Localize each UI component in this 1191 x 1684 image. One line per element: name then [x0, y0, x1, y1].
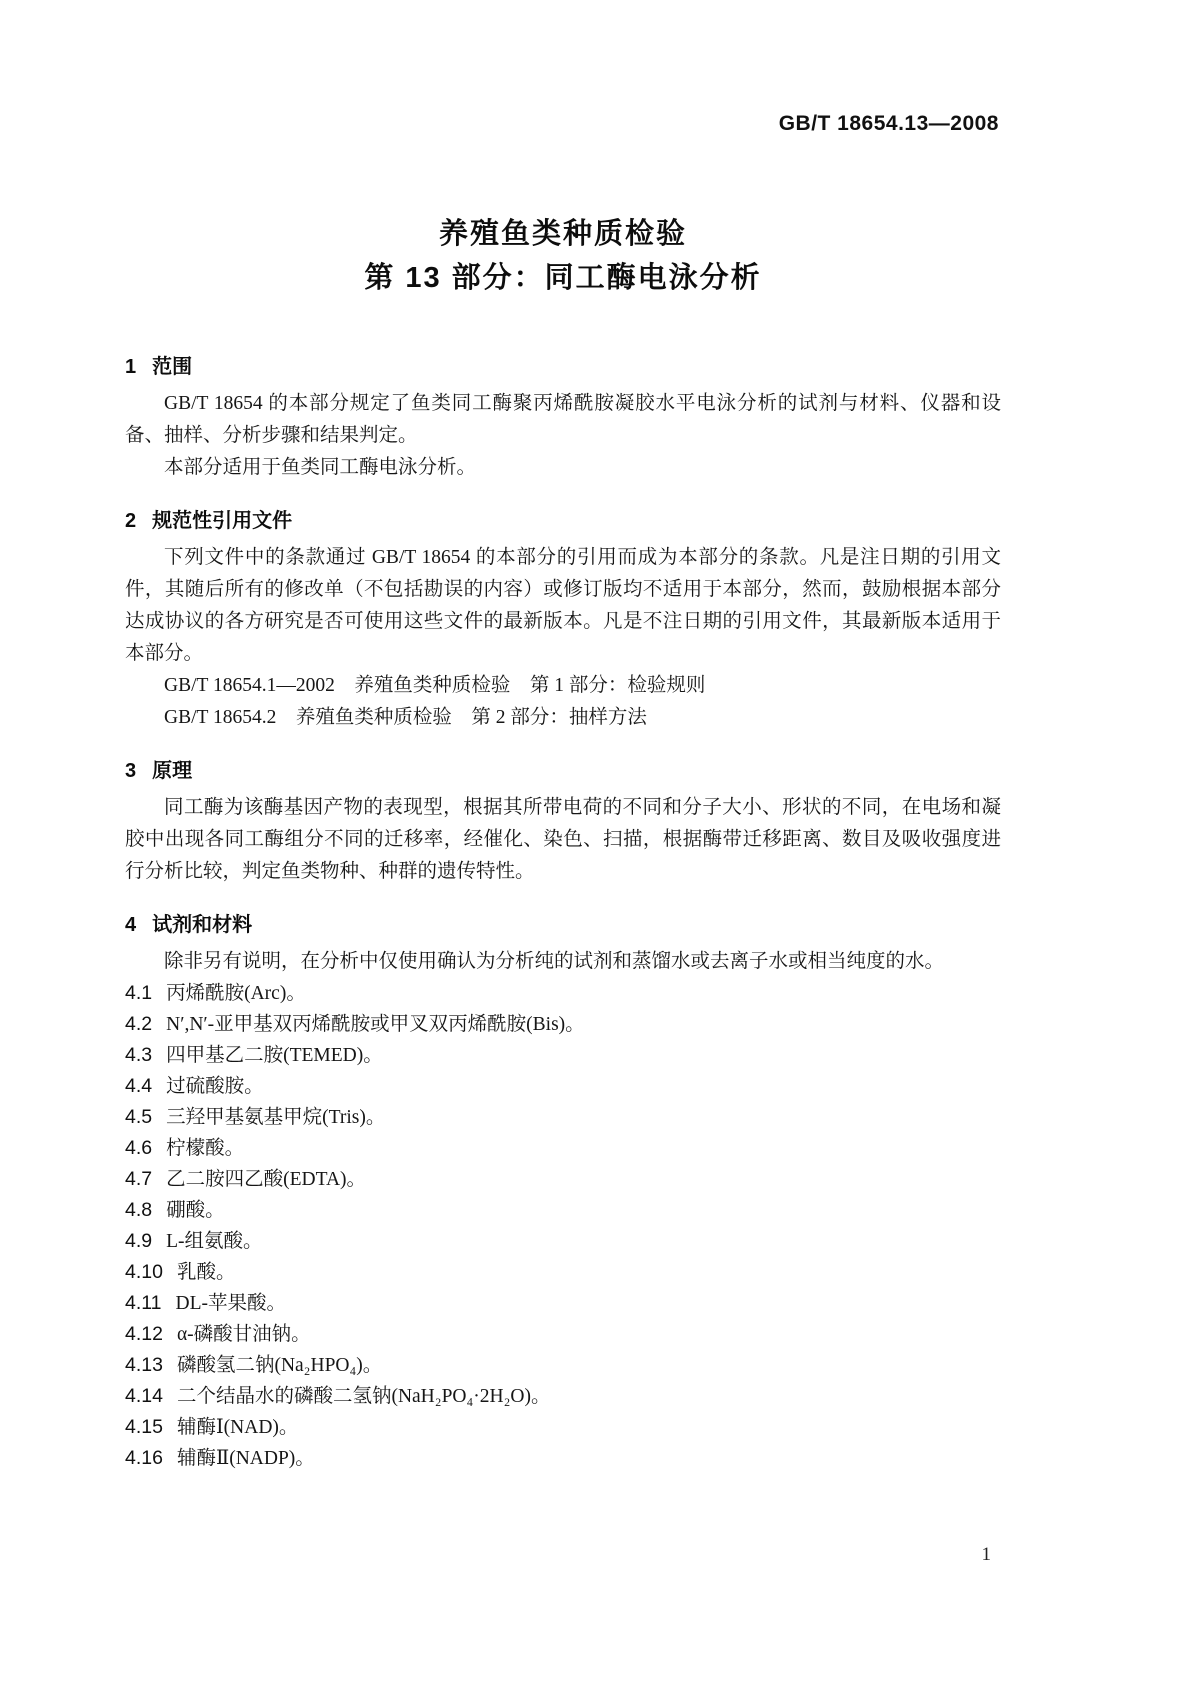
list-item [125, 1009, 1001, 1040]
item-number: 4.16 [125, 1447, 163, 1469]
list-item [125, 1164, 1001, 1195]
item-text: N′,N′-亚甲基双丙烯酰胺或甲叉双丙烯酰胺(Bis)。 [166, 1014, 585, 1035]
item-number: 4.14 [125, 1385, 163, 1407]
item-number: 4.9 [125, 1230, 153, 1252]
list-item [125, 1226, 1001, 1257]
item-text: 二个结晶水的磷酸二氢钠(NaH₂PO₄·2H₂O)。 [176, 1386, 551, 1407]
list-item [125, 1195, 1001, 1226]
paragraph: 下列文件中的条款通过 GB/T 18654 的本部分的引用而成为本部分的条款。凡是注日期的引用文件，其随后所有的修改单（不包括勘误的内容）或修订版均不适用于本部分，然而，鼓励根据本部分达成协议的各方研究是否可使用这些文件的最新版本。凡是不注日期的引用文件，其最新版本适用于本部分。 [125, 547, 1001, 664]
list-item [125, 1257, 1001, 1288]
section-heading [125, 508, 1001, 534]
list-item [125, 1350, 1001, 1381]
section-scope [125, 354, 1001, 484]
section-number: 2 [125, 510, 137, 532]
list-item [125, 1381, 1001, 1412]
item-number: 4.1 [125, 982, 153, 1004]
section-principle [125, 758, 1001, 888]
list-item [125, 1133, 1001, 1164]
section-heading [125, 912, 1001, 938]
item-text: 硼酸。 [166, 1200, 225, 1221]
item-text: 辅酶Ⅱ(NADP)。 [176, 1448, 315, 1469]
item-number: 4.11 [125, 1292, 162, 1314]
document-title [125, 212, 1001, 300]
item-number: 4.8 [125, 1199, 153, 1221]
section-title: 规范性引用文件 [152, 510, 293, 532]
item-text: 三羟甲基氨基甲烷(Tris)。 [166, 1107, 386, 1128]
section-title: 范围 [152, 356, 193, 378]
list-item [125, 1102, 1001, 1133]
reference-item: GB/T 18654.1—2002 养殖鱼类种质检验 第 1 部分：检验规则 [164, 675, 706, 696]
item-text: 四甲基乙二胺(TEMED)。 [166, 1045, 383, 1066]
item-number: 4.15 [125, 1416, 163, 1438]
item-text: 丙烯酰胺(Arc)。 [166, 983, 306, 1004]
list-item [125, 1443, 1001, 1474]
item-number: 4.2 [125, 1013, 153, 1035]
paragraph: 除非另有说明，在分析中仅使用确认为分析纯的试剂和蒸馏水或去离子水或相当纯度的水。 [164, 951, 945, 972]
list-item [125, 978, 1001, 1009]
item-text: 辅酶Ⅰ(NAD)。 [176, 1417, 299, 1438]
item-number: 4.12 [125, 1323, 163, 1345]
standard-number: GB/T 18654.13—2008 [778, 112, 999, 135]
item-number: 4.7 [125, 1168, 153, 1190]
paragraph: 同工酶为该酶基因产物的表现型，根据其所带电荷的不同和分子大小、形状的不同，在电场和凝胶中出现各同工酶组分不同的迁移率，经催化、染色、扫描，根据酶带迁移距离、数目及吸收强度进行分析比较，判定鱼类物种、种群的遗传特性。 [125, 797, 1001, 882]
section-title: 试剂和材料 [152, 914, 253, 936]
section-reagents-materials [125, 912, 1001, 1474]
title-line-1: 养殖鱼类种质检验 [438, 218, 687, 250]
list-item [125, 1040, 1001, 1071]
item-text: DL-苹果酸。 [175, 1293, 287, 1314]
item-number: 4.3 [125, 1044, 153, 1066]
item-text: α-磷酸甘油钠。 [176, 1324, 311, 1345]
section-heading [125, 758, 1001, 784]
item-text: 磷酸氢二钠(Na₂HPO₄)。 [176, 1355, 383, 1376]
section-number: 1 [125, 356, 137, 378]
item-number: 4.10 [125, 1261, 163, 1283]
section-number: 3 [125, 760, 137, 782]
item-text: 乳酸。 [176, 1262, 236, 1283]
item-text: 过硫酸胺。 [166, 1076, 264, 1097]
section-title: 原理 [152, 760, 193, 782]
section-heading [125, 354, 1001, 380]
item-number: 4.4 [125, 1075, 153, 1097]
item-text: 乙二胺四乙酸(EDTA)。 [166, 1169, 367, 1190]
reference-item: GB/T 18654.2 养殖鱼类种质检验 第 2 部分：抽样方法 [164, 707, 647, 728]
list-item [125, 1288, 1001, 1319]
item-number: 4.13 [125, 1354, 163, 1376]
paragraph: 本部分适用于鱼类同工酶电泳分析。 [164, 457, 477, 478]
title-line-2: 第 13 部分：同工酶电泳分析 [364, 262, 762, 294]
paragraph: GB/T 18654 的本部分规定了鱼类同工酶聚丙烯酰胺凝胶水平电泳分析的试剂与材料、仪器和设备、抽样、分析步骤和结果判定。 [125, 393, 1001, 446]
list-item [125, 1319, 1001, 1350]
list-item [125, 1071, 1001, 1102]
item-text: L-组氨酸。 [166, 1231, 263, 1252]
item-number: 4.6 [125, 1137, 153, 1159]
list-item [125, 1412, 1001, 1443]
document-body [0, 212, 1191, 1474]
section-number: 4 [125, 914, 137, 936]
item-number: 4.5 [125, 1106, 153, 1128]
section-normative-references [125, 508, 1001, 734]
page-number: 1 [981, 1544, 991, 1565]
item-text: 柠檬酸。 [166, 1138, 245, 1159]
